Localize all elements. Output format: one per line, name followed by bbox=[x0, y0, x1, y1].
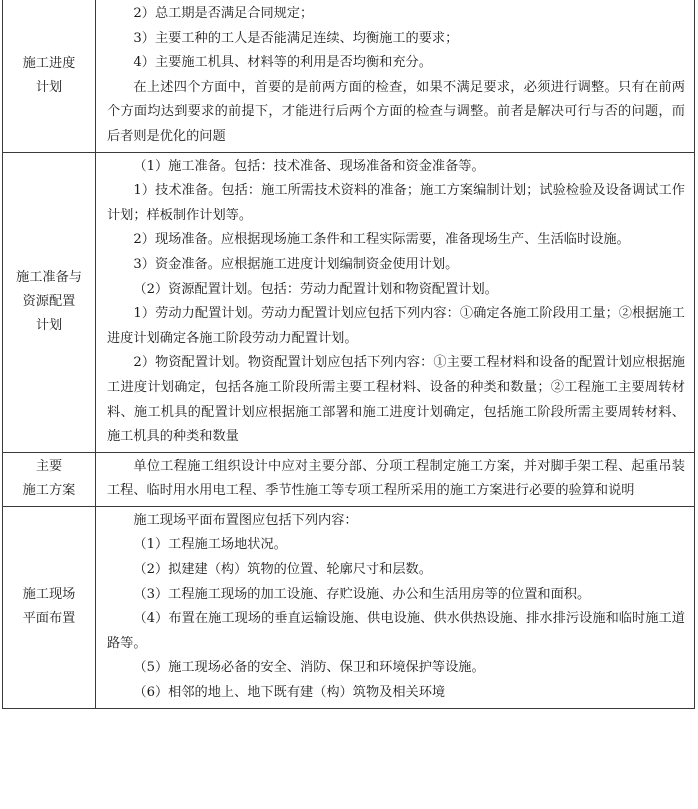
content-paragraph: 3）主要工种的工人是否能满足连续、均衡施工的要求； bbox=[133, 30, 459, 46]
row-label: 施工方案 bbox=[22, 483, 76, 499]
content-paragraph: 2）总工期是否满足合同规定； bbox=[133, 6, 314, 21]
content-paragraph: （2）拟建建（构）筑物的位置、轮廓尺寸和层数。 bbox=[133, 562, 432, 578]
content-paragraph: （3）工程施工现场的加工设施、存贮设施、办公和生活用房等的位置和面积。 bbox=[133, 586, 591, 602]
content-paragraph: 在上述四个方面中，首要的是前两方面的检查，如果不满足要求，必须进行调整。只有在前两个方面均达到要求的前提下，才能进行后两个方面的检查与调整。前者是解决可行与否的问题，而后者则是优化的问题 bbox=[107, 79, 685, 144]
row-label-cell bbox=[3, 152, 96, 452]
content-paragraph: （1）施工准备。包括：技术准备、现场准备和资金准备等。 bbox=[133, 158, 485, 174]
row-content-cell bbox=[96, 152, 695, 452]
row-label: 施工准备与 bbox=[16, 270, 82, 286]
row-label: 施工进度 bbox=[22, 55, 76, 71]
content-paragraph: （6）相邻的地上、地下既有建（构）筑物及相关环境 bbox=[133, 685, 446, 701]
row-label: 计划 bbox=[35, 318, 63, 334]
content-paragraph: （4）布置在施工现场的垂直运输设施、供电设施、供水供热设施、排水排污设施和临时施工道路等。 bbox=[107, 611, 685, 651]
content-paragraph: 4）主要施工机具、材料等的利用是否均衡和充分。 bbox=[133, 55, 432, 71]
row-label-cell bbox=[3, 0, 96, 152]
table-row bbox=[3, 506, 695, 708]
row-label: 平面布置 bbox=[22, 611, 76, 627]
table-row bbox=[3, 152, 695, 452]
row-label-cell bbox=[3, 452, 96, 506]
content-paragraph: 单位工程施工组织设计中应对主要分部、分项工程制定施工方案，并对脚手架工程、起重吊装工程、临时用水用电工程、季节性施工等专项工程所采用的施工方案进行必要的验算和说明 bbox=[107, 458, 685, 499]
table-row bbox=[3, 0, 695, 152]
row-content-cell bbox=[96, 506, 695, 708]
row-label: 资源配置 bbox=[22, 294, 76, 310]
row-label: 施工现场 bbox=[22, 587, 76, 603]
table-row bbox=[3, 452, 695, 506]
row-content-cell bbox=[96, 0, 695, 152]
row-label: 主要 bbox=[35, 459, 63, 475]
content-table bbox=[2, 0, 695, 709]
content-paragraph: （1）工程施工场地状况。 bbox=[133, 537, 287, 553]
row-content-cell bbox=[96, 452, 695, 506]
row-label: 计划 bbox=[35, 79, 63, 95]
content-paragraph: 2）物资配置计划。物资配置计划应包括下列内容：①主要工程材料和设备的配置计划应根据施工进度计划确定，包括各施工阶段所需主要工程材料、设备的种类和数量；②工程施工主要周转材料、施工机具的配置计划应根据施工部署和施工进度计划确定，包括施工阶段所需主要周转材料、施工机具的种类和数量 bbox=[107, 355, 685, 445]
content-paragraph: 1）技术准备。包括：施工所需技术资料的准备；施工方案编制计划；试验检验及设备调试工作计划；样板制作计划等。 bbox=[107, 183, 685, 223]
content-paragraph: 2）现场准备。应根据现场施工条件和工程实际需要，准备现场生产、生活临时设施。 bbox=[133, 232, 630, 248]
content-paragraph: （5）施工现场必备的安全、消防、保卫和环境保护等设施。 bbox=[133, 660, 485, 676]
content-paragraph: 施工现场平面布置图应包括下列内容： bbox=[133, 512, 358, 528]
row-label-cell bbox=[3, 506, 96, 708]
content-paragraph: 1）劳动力配置计划。劳动力配置计划应包括下列内容：①确定各施工阶段用工量；②根据施工进度计划确定各施工阶段劳动力配置计划。 bbox=[107, 306, 685, 346]
content-paragraph: （2）资源配置计划。包括：劳动力配置计划和物资配置计划。 bbox=[133, 281, 498, 297]
content-paragraph: 3）资金准备。应根据施工进度计划编制资金使用计划。 bbox=[133, 256, 459, 272]
